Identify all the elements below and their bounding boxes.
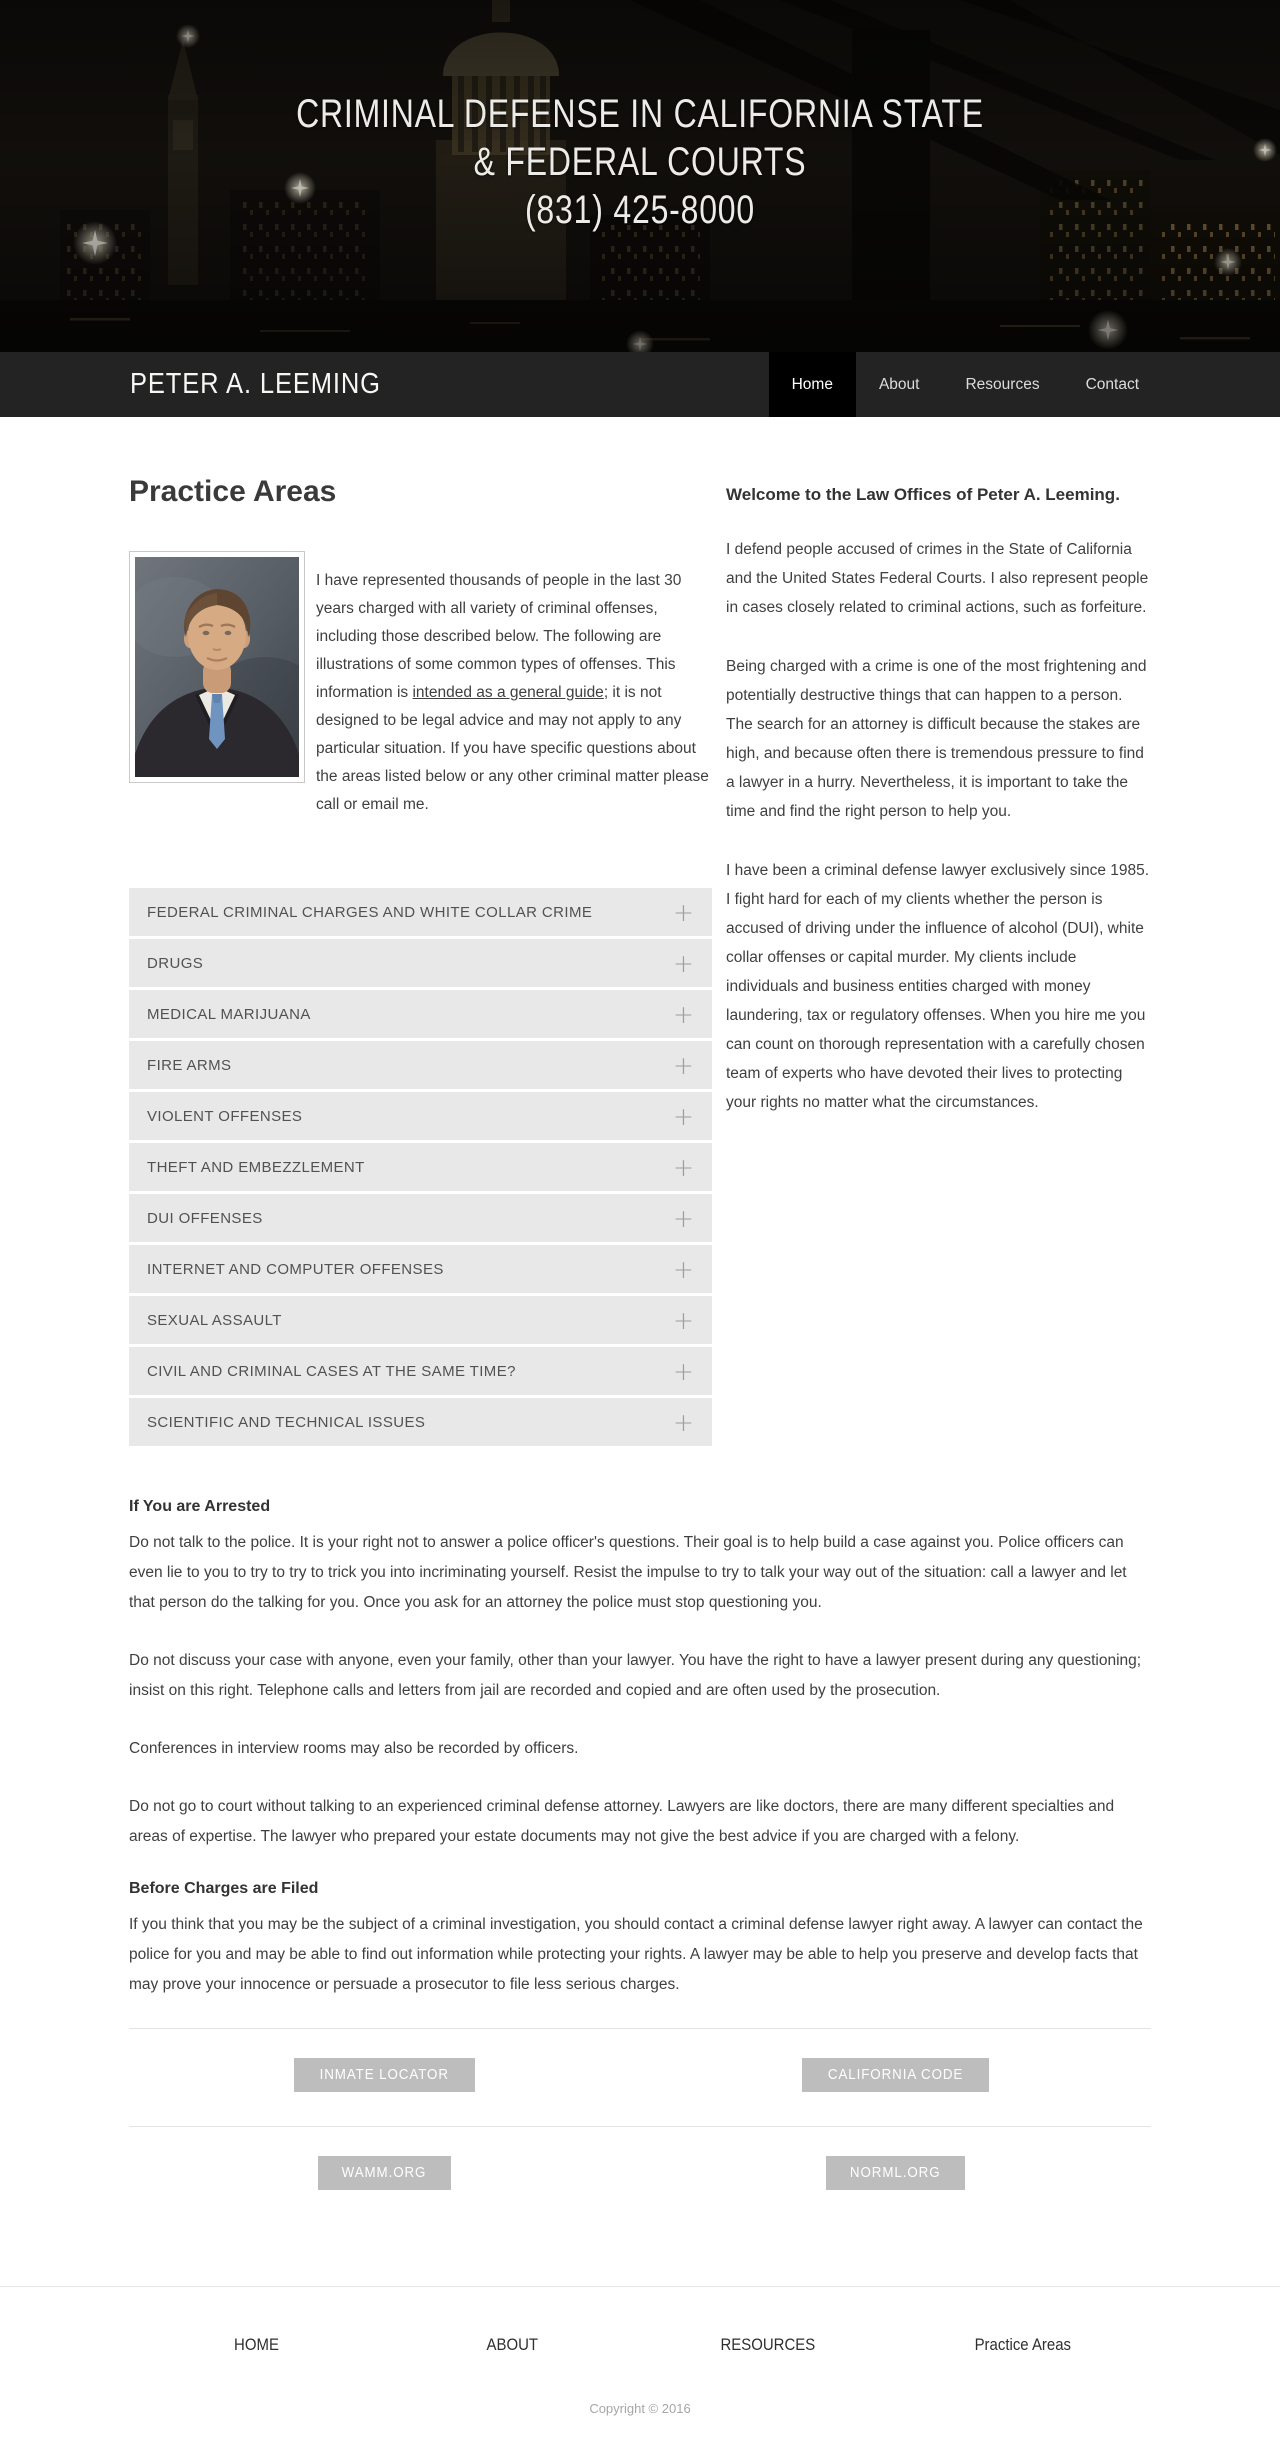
accordion-item-theft-embezzlement[interactable]: THEFT AND EMBEZZLEMENT + bbox=[129, 1143, 712, 1191]
footer-link-about[interactable]: ABOUT bbox=[486, 2335, 539, 2354]
accordion-item-drugs[interactable]: DRUGS + bbox=[129, 939, 712, 987]
before-charges-heading: Before Charges are Filed bbox=[129, 1880, 319, 1897]
arrested-heading: If You are Arrested bbox=[129, 1498, 271, 1515]
accordion-item-fire-arms[interactable]: FIRE ARMS + bbox=[129, 1041, 712, 1089]
footer bbox=[0, 2286, 1280, 2446]
plus-icon: + bbox=[673, 1050, 694, 1080]
hero-phone-number: (831) 425-8000 bbox=[524, 188, 756, 232]
plus-icon: + bbox=[673, 1152, 694, 1182]
accordion-item-internet-computer[interactable]: INTERNET AND COMPUTER OFFENSES + bbox=[129, 1245, 712, 1293]
nav-item-home[interactable]: Home bbox=[769, 352, 856, 417]
accordion-item-civil-criminal[interactable]: CIVIL AND CRIMINAL CASES AT THE SAME TIME? + bbox=[129, 1347, 712, 1395]
arrested-paragraph: Conferences in interview rooms may also be recorded by officers. bbox=[129, 1740, 579, 1757]
wamm-org-button[interactable]: WAMM.ORG bbox=[318, 2156, 450, 2190]
welcome-paragraph: I have been a criminal defense lawyer exclusively since 1985. I fight hard for each of my clients whether the person is accused of driving under the influence of alcohol (DUI), white collar offenses or capital murder. My clients include individuals and business entities charged with money laundering, tax or regulatory offenses. When you hire me you can count on thorough representation with a carefully chosen team of experts who have devoted their lives to protecting your rights no matter what the circumstances. bbox=[726, 862, 1150, 1111]
intro-text-before: I have represented thousands of people in the last 30 years charged with all variety of criminal offenses, including those described below. The following are illustrations of some common types of offenses. This information is bbox=[316, 571, 682, 701]
hero-title bbox=[128, 0, 1152, 234]
site-brand[interactable]: PETER A. LEEMING bbox=[130, 368, 381, 400]
plus-icon: + bbox=[673, 999, 694, 1029]
practice-intro-text bbox=[316, 567, 712, 819]
before-charges-paragraph: If you think that you may be the subject of a criminal investigation, you should contact a criminal defense lawyer right away. A lawyer can contact the police for you and may be able to find out information while protecting your rights. A lawyer may be able to help you preserve and develop facts that may prove your innocence or persuade a prosecutor to file less serious charges. bbox=[129, 1916, 1143, 1993]
plus-icon: + bbox=[673, 1254, 694, 1284]
nav-item-contact[interactable]: Contact bbox=[1085, 375, 1139, 393]
main-content bbox=[129, 417, 1151, 2224]
welcome-column bbox=[726, 475, 1151, 1462]
resource-links-section bbox=[129, 2028, 1151, 2224]
accordion-item-dui-offenses[interactable]: DUI OFFENSES + bbox=[129, 1194, 712, 1242]
hero-title-line1: CRIMINAL DEFENSE IN CALIFORNIA STATE bbox=[296, 92, 984, 136]
practice-areas-column bbox=[129, 475, 712, 1462]
plus-icon: + bbox=[673, 948, 694, 978]
arrested-paragraph: Do not talk to the police. It is your right not to answer a police officer's questions. Their goal is to help build a case against you. Police officers can even lie to you to try to try to trick you into incriminating yourself. Resist the impulse to try to talk your way out of the situation: call a lawyer and let that person do the talking for you. Once you ask for an attorney the police must stop questioning you. bbox=[129, 1534, 1127, 1611]
nav-menu bbox=[769, 352, 1162, 417]
nav-item-resources[interactable]: Resources bbox=[965, 375, 1040, 393]
arrested-paragraph: Do not go to court without talking to an experienced criminal defense attorney. Lawyers are like doctors, there are many different specialties and areas of expertise. The lawyer who prepared your estate documents may not give the best advice if you are charged with a felony. bbox=[129, 1798, 1115, 1845]
inmate-locator-button[interactable]: INMATE LOCATOR bbox=[294, 2058, 475, 2092]
intro-text-after: ; it is not designed to be legal advice and may not apply to any particular situation. If you have specific questions about the areas listed below or any other criminal matter please call or email me. bbox=[316, 683, 709, 813]
california-code-button[interactable]: CALIFORNIA CODE bbox=[802, 2058, 989, 2092]
attorney-photo bbox=[129, 551, 305, 783]
advice-section bbox=[129, 1498, 1151, 2000]
copyright-text: Copyright © 2016 bbox=[589, 2401, 691, 2416]
plus-icon: + bbox=[673, 897, 694, 927]
welcome-paragraph: I defend people accused of crimes in the State of California and the United States Federal Courts. I also represent people in cases closely related to criminal actions, such as forfeiture. bbox=[726, 541, 1149, 616]
accordion-item-federal-charges[interactable]: FEDERAL CRIMINAL CHARGES AND WHITE COLLAR CRIME + bbox=[129, 888, 712, 936]
arrested-paragraph: Do not discuss your case with anyone, even your family, other than your lawyer. You have the right to have a lawyer present during any questioning; insist on this right. Telephone calls and letters from jail are recorded and copied and are often used by the prosecution. bbox=[129, 1652, 1142, 1699]
accordion-item-medical-marijuana[interactable]: MEDICAL MARIJUANA + bbox=[129, 990, 712, 1038]
footer-link-practice-areas[interactable]: Practice Areas bbox=[975, 2335, 1072, 2354]
accordion-item-sexual-assault[interactable]: SEXUAL ASSAULT + bbox=[129, 1296, 712, 1344]
nav-item-about[interactable]: About bbox=[878, 375, 920, 393]
norml-org-button[interactable]: NORML.ORG bbox=[826, 2156, 964, 2190]
plus-icon: + bbox=[673, 1101, 694, 1131]
footer-menu bbox=[129, 2335, 1151, 2355]
practice-areas-heading: Practice Areas bbox=[129, 475, 337, 508]
plus-icon: + bbox=[673, 1356, 694, 1386]
welcome-paragraph: Being charged with a crime is one of the most frightening and potentially destructive things that can happen to a person. The search for an attorney is difficult because the stakes are high, and because often there is tremendous pressure to find a lawyer in a hurry. Nevertheless, it is important to take the time and find the right person to help you. bbox=[726, 658, 1147, 820]
plus-icon: + bbox=[673, 1407, 694, 1437]
main-nav bbox=[0, 352, 1280, 417]
hero-title-line2: & FEDERAL COURTS bbox=[473, 140, 807, 184]
accordion-item-violent-offenses[interactable]: VIOLENT OFFENSES + bbox=[129, 1092, 712, 1140]
hero-section bbox=[0, 0, 1280, 352]
general-guide-link[interactable]: intended as a general guide bbox=[412, 683, 604, 701]
welcome-heading: Welcome to the Law Offices of Peter A. Leeming. bbox=[726, 485, 1120, 504]
plus-icon: + bbox=[673, 1305, 694, 1335]
footer-link-home[interactable]: HOME bbox=[234, 2335, 280, 2354]
practice-areas-accordion bbox=[129, 888, 712, 1446]
plus-icon: + bbox=[673, 1203, 694, 1233]
accordion-item-scientific-technical[interactable]: SCIENTIFIC AND TECHNICAL ISSUES + bbox=[129, 1398, 712, 1446]
footer-link-resources[interactable]: RESOURCES bbox=[720, 2335, 816, 2354]
